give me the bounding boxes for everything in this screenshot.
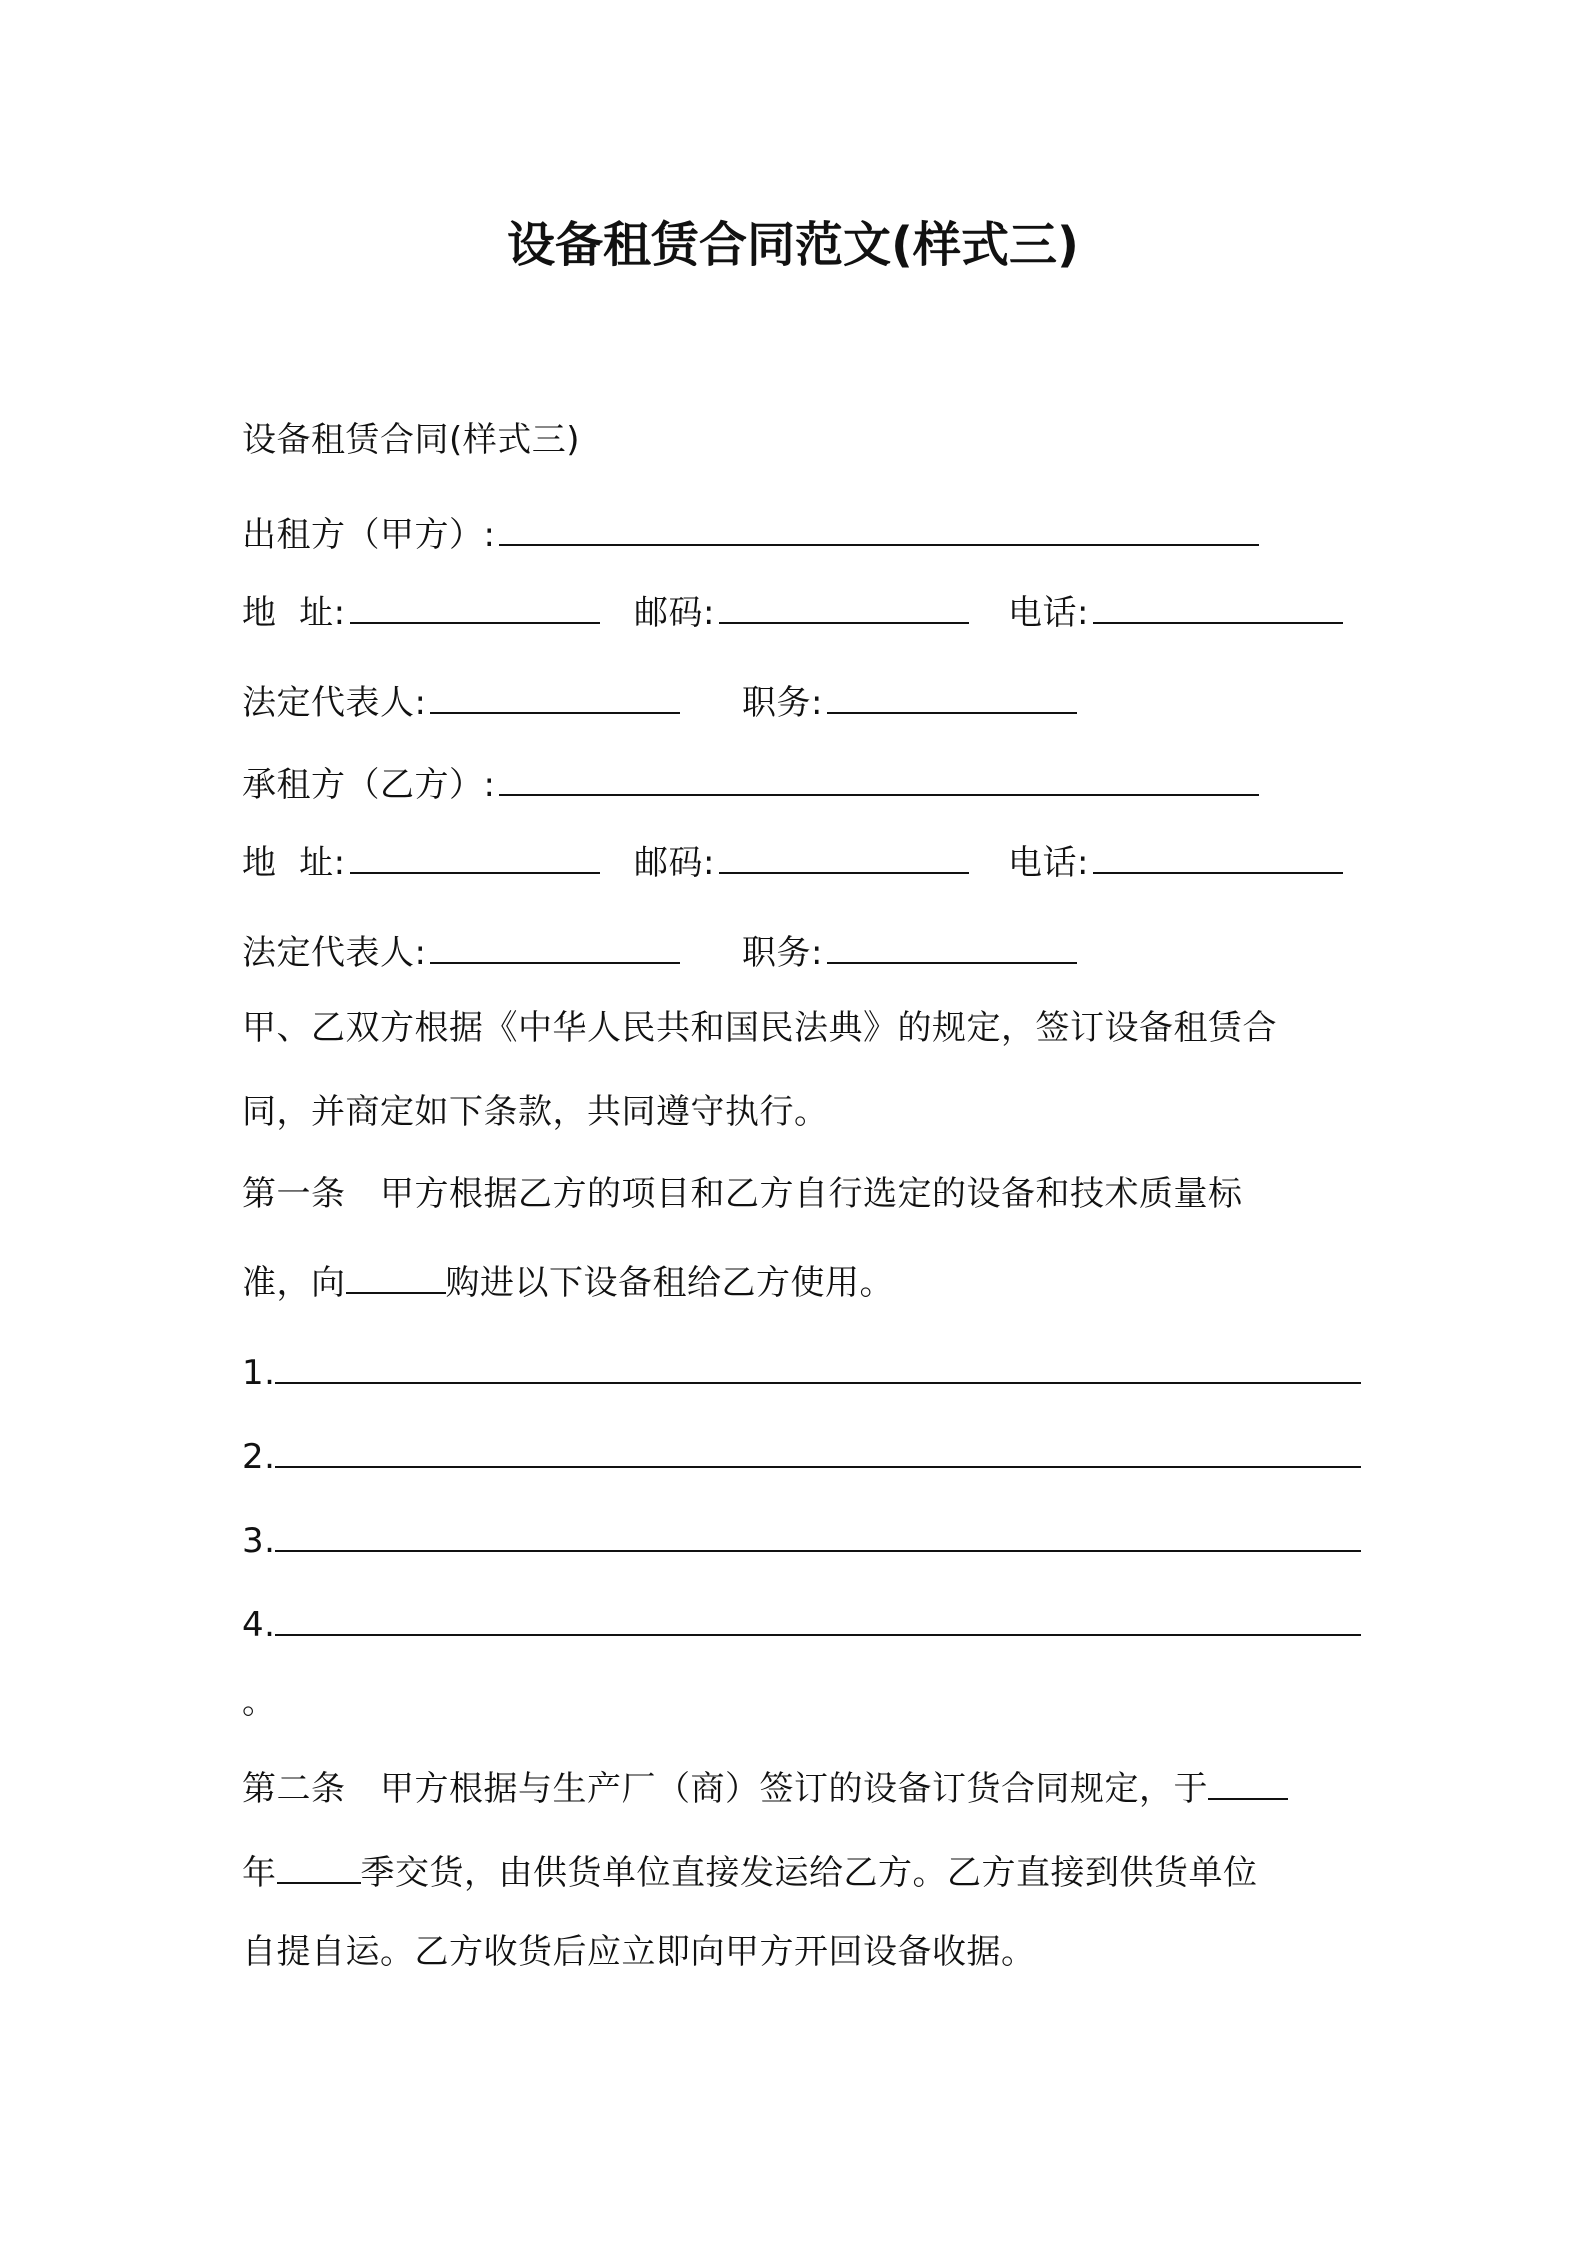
equipment-item-2 xyxy=(242,1430,1361,1479)
lessee-phone-field[interactable] xyxy=(1093,836,1343,874)
lessee-row xyxy=(242,758,1259,807)
position-label: 职务: xyxy=(742,683,823,723)
article-1-text-b: 购进以下设备租给乙方使用。 xyxy=(445,1263,894,1303)
article-1-line-1: 第一条 甲方根据乙方的项目和乙方自行选定的设备和技术质量标 xyxy=(242,1174,1243,1214)
item-2-number: 2. xyxy=(242,1437,276,1477)
lessor-rep-field[interactable] xyxy=(430,676,680,714)
equipment-item-1-field[interactable] xyxy=(275,1346,1361,1384)
article-1-line-2 xyxy=(242,1256,894,1305)
lessor-name-field[interactable] xyxy=(499,508,1259,546)
postcode-label: 邮码: xyxy=(634,593,715,633)
contract-subtitle xyxy=(242,418,580,462)
article-2-line-1 xyxy=(242,1762,1288,1811)
item-4-number: 4. xyxy=(242,1605,276,1645)
postcode-label: 邮码: xyxy=(634,843,715,883)
delivery-year-field[interactable] xyxy=(1208,1762,1288,1800)
article-2-line-2 xyxy=(242,1846,1258,1895)
equipment-item-1 xyxy=(242,1346,1361,1395)
article-2-text-a: 第二条 甲方根据与生产厂（商）签订的设备订货合同规定，于 xyxy=(242,1769,1208,1809)
item-1-number: 1. xyxy=(242,1353,276,1393)
address-label: 地 址: xyxy=(242,843,346,883)
subtitle-text: 设备租赁合同(样式三) xyxy=(242,420,581,460)
lessor-address-field[interactable] xyxy=(350,586,600,624)
lessee-label: 承租方（乙方）: xyxy=(242,765,496,805)
phone-label: 电话: xyxy=(1008,843,1089,883)
equipment-item-3 xyxy=(242,1514,1361,1563)
lessee-position-field[interactable] xyxy=(827,926,1077,964)
article-2-year-text: 年 xyxy=(242,1853,277,1893)
phone-label: 电话: xyxy=(1008,593,1089,633)
lessor-position-field[interactable] xyxy=(827,676,1077,714)
article-1-text-a: 准，向 xyxy=(242,1263,346,1303)
equipment-item-3-field[interactable] xyxy=(275,1514,1361,1552)
lessee-name-field[interactable] xyxy=(499,758,1259,796)
rep-label: 法定代表人: xyxy=(242,933,427,973)
supplier-field[interactable] xyxy=(346,1256,446,1294)
intro-paragraph-line-2: 同，并商定如下条款，共同遵守执行。 xyxy=(242,1092,829,1132)
delivery-quarter-field[interactable] xyxy=(277,1846,361,1884)
article-2-line-3: 自提自运。乙方收货后应立即向甲方开回设备收据。 xyxy=(242,1932,1036,1972)
lessor-label: 出租方（甲方）: xyxy=(242,515,496,555)
lessor-postcode-field[interactable] xyxy=(719,586,969,624)
lessee-postcode-field[interactable] xyxy=(719,836,969,874)
intro-paragraph-line-1: 甲、乙双方根据《中华人民共和国民法典》的规定，签订设备租赁合 xyxy=(242,1008,1277,1048)
lessor-row xyxy=(242,508,1259,557)
lessor-phone-field[interactable] xyxy=(1093,586,1343,624)
lessee-rep-field[interactable] xyxy=(430,926,680,964)
equipment-item-2-field[interactable] xyxy=(275,1430,1361,1468)
position-label: 职务: xyxy=(742,933,823,973)
document-title: 设备租赁合同范文(样式三) xyxy=(507,217,1079,273)
equipment-item-4-field[interactable] xyxy=(275,1598,1361,1636)
list-end-period: 。 xyxy=(242,1682,277,1722)
equipment-item-4 xyxy=(242,1598,1361,1647)
rep-label: 法定代表人: xyxy=(242,683,427,723)
item-3-number: 3. xyxy=(242,1521,276,1561)
lessee-address-field[interactable] xyxy=(350,836,600,874)
article-2-text-b: 季交货，由供货单位直接发运给乙方。乙方直接到供货单位 xyxy=(360,1853,1258,1893)
address-label: 地 址: xyxy=(242,593,346,633)
